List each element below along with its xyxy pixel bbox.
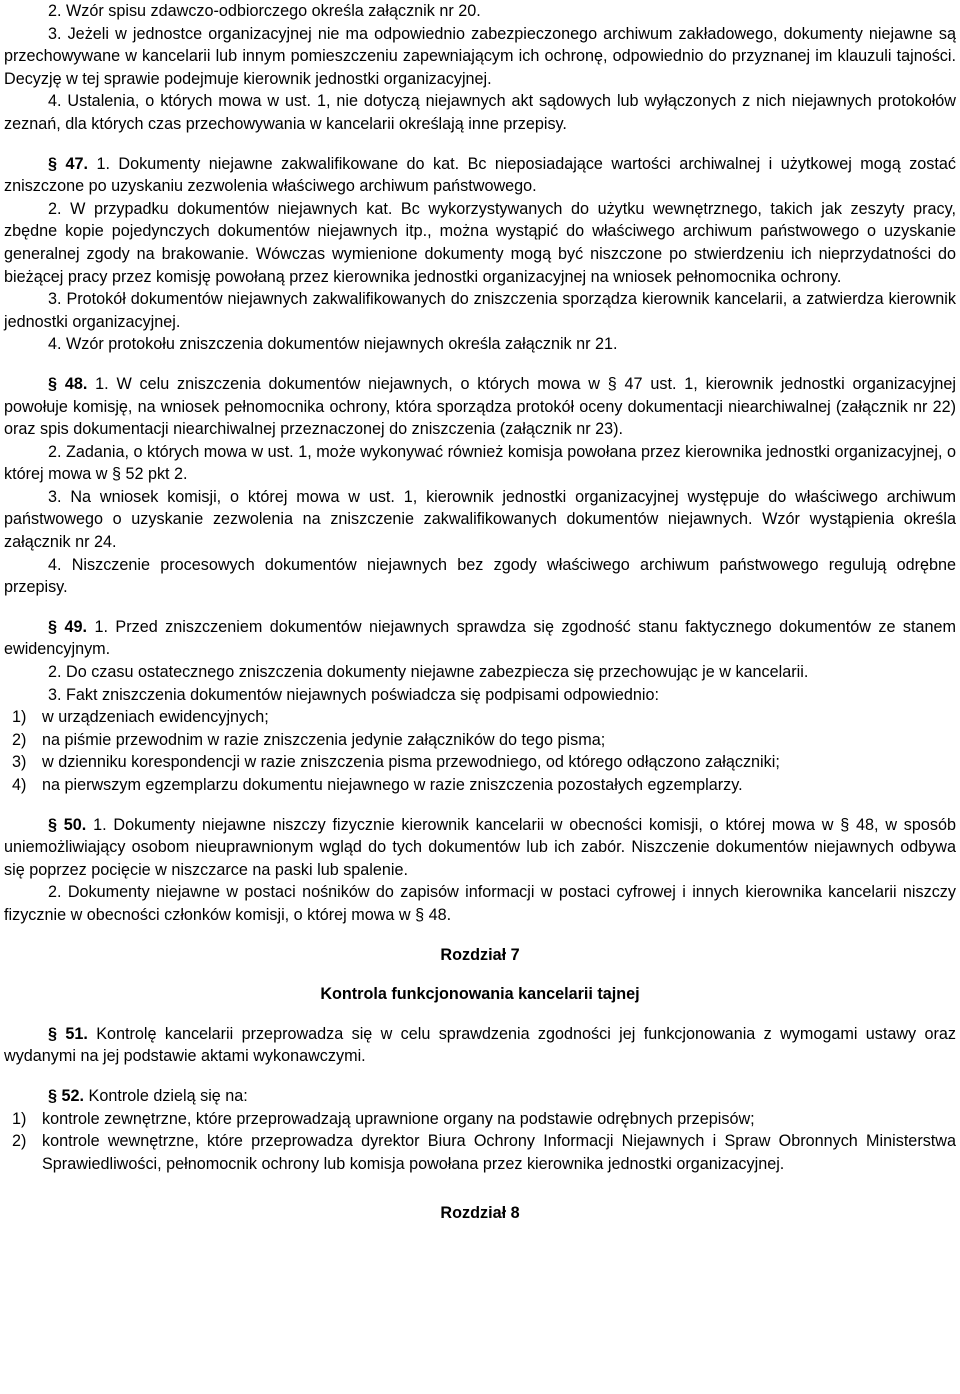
list-item-text: na piśmie przewodnim w razie zniszczenia jedynie załączników do tego pisma; (42, 730, 606, 749)
numbered-list (4, 706, 956, 796)
list-item-number: 2) (12, 1132, 27, 1151)
list-item (4, 706, 956, 729)
section-sign: § (48, 374, 58, 393)
section-text: 1. Przed zniszczeniem dokumentów niejawnych sprawdza się zgodność stanu faktycznego dokumentów ze stanem ewidencyjnym. (4, 617, 957, 659)
paragraph: 2. Zadania, o których mowa w ust. 1, może wykonywać również komisja powołana przez kierownika jednostki organizacyjnej, o której mowa w § 52 pkt 2. (4, 442, 956, 484)
section-number: 50. (63, 815, 87, 834)
paragraph: 3. Fakt zniszczenia dokumentów niejawnych poświadcza się podpisami odpowiednio: (48, 685, 659, 704)
section-52 (4, 1085, 956, 1108)
section-51 (4, 1023, 956, 1068)
paragraph: 2. W przypadku dokumentów niejawnych kat. Bc wykorzystywanych do użytku wewnętrznego, takich jak zeszyty pracy, zbędne kopie pojedynczych dokumentów niejawnych itp., można wystąpić do właściwego archiwum państwowego o uzyskanie generalnej zgody na brakowanie. Wówczas wymienione dokumenty mogą być niszczone po stwierdzeniu ich nieprzydatności do bieżącej pracy przez komisję powołaną przez kierownika jednostki organizacyjnej na wniosek pełnomocnika ochrony. (4, 199, 956, 286)
section-number: 49. (64, 617, 87, 636)
list-item (4, 1108, 956, 1131)
paragraph: 3. Jeżeli w jednostce organizacyjnej nie ma odpowiednio zabezpieczonego archiwum zakładowego, dokumenty niejawne są przechowywane w kancelarii lub innym pomieszczeniu zapewniającym ich ochronę, odpowiednio do przyznanej im klauzuli tajności. Decyzję w tej sprawie podejmuje kierownik jednostki organizacyjnej. (4, 24, 956, 88)
list-item (4, 751, 956, 774)
section-50-para-1 (4, 814, 956, 882)
section-47-para-1 (4, 153, 956, 198)
list-item (4, 774, 956, 797)
list-item-number: 2) (12, 730, 27, 749)
list-item-number: 1) (12, 1109, 27, 1128)
list-item-number: 1) (12, 708, 27, 727)
paragraph: 4. Niszczenie procesowych dokumentów niejawnych bez zgody właściwego archiwum państwowego regulują odrębne przepisy. (4, 555, 956, 597)
chapter-7-title: Rozdział 7 (440, 945, 520, 964)
section-sign: § (48, 1086, 58, 1105)
section-number: 51. (65, 1024, 88, 1043)
list-item-text: na pierwszym egzemplarzu dokumentu niejawnego w razie zniszczenia pozostałych egzemplarzy. (42, 776, 743, 794)
section-48-para-1 (4, 373, 956, 441)
paragraph: 4. Ustalenia, o których mowa w ust. 1, nie dotyczą niejawnych akt sądowych lub wyłączonych z nich niejawnych protokołów zeznań, dla których czas przechowywania w kancelarii określają inne przepisy. (4, 92, 956, 133)
section-number: 52. (61, 1086, 85, 1105)
section-sign: § (48, 617, 58, 636)
section-number: 47. (65, 154, 88, 173)
section-text: 1. W celu zniszczenia dokumentów niejawnych, o których mowa w § 47 ust. 1, kierownik jednostki organizacyjnej powołuje komisję, na wniosek pełnomocnika ochrony, która sporządza protokół oceny dokumentacji niearchiwalnej (załącznik nr 22) oraz spis dokumentacji niearchiwalnej przeznaczonej do zniszczenia (załącznik nr 23). (4, 374, 957, 439)
chapter-8-title: Rozdział 8 (440, 1204, 520, 1223)
section-text: 1. Dokumenty niejawne niszczy fizycznie kierownik kancelarii w obecności komisji, o której mowa w § 48, w sposób uniemożliwiający osobom nieuprawnionym wgląd do tych dokumentów lub ich zabór. Niszczenie dokumentów niejawnych odbywa się poprzez pocięcie w niszczarce na paski lub spalenie. (4, 815, 956, 879)
section-sign: § (48, 1024, 58, 1043)
paragraph: 2. Do czasu ostatecznego zniszczenia dokumenty niejawne zabezpiecza się przechowując je w kancelarii. (48, 663, 809, 682)
paragraph: 3. Na wniosek komisji, o której mowa w ust. 1, kierownik jednostki organizacyjnej występuje do właściwego archiwum państwowego o uzyskanie zezwolenia na zniszczenie zakwalifikowanych dokumentów niejawnych. Wzór wystąpienia określa załącznik nr 24. (4, 487, 956, 552)
list-item-text: w urządzeniach ewidencyjnych; (42, 708, 269, 727)
paragraph: 4. Wzór protokołu zniszczenia dokumentów niejawnych określa załącznik nr 21. (48, 335, 618, 354)
list-item (4, 1130, 956, 1175)
list-item (4, 729, 956, 752)
list-item-text: kontrole zewnętrzne, które przeprowadzają uprawnione organy na podstawie odrębnych przepisów; (42, 1109, 755, 1128)
section-text: 1. Dokumenty niejawne zakwalifikowane do kat. Bc nieposiadające wartości archiwalnej i użytkowej mogą zostać zniszczone po uzyskaniu zezwolenia właściwego archiwum państwowego. (4, 154, 956, 196)
list-item-text: w dzienniku korespondencji w razie zniszczenia pisma przewodniego, od którego odłączono załączniki; (42, 753, 780, 772)
numbered-list (4, 1108, 956, 1176)
paragraph: 2. Wzór spisu zdawczo-odbiorczego określa załącznik nr 20. (48, 2, 481, 20)
list-item-number: 4) (12, 776, 27, 794)
section-sign: § (48, 154, 58, 173)
section-sign: § (48, 815, 58, 834)
chapter-7-subtitle: Kontrola funkcjonowania kancelarii tajnej (320, 985, 640, 1004)
paragraph: 3. Protokół dokumentów niejawnych zakwalifikowanych do zniszczenia sporządza kierownik kancelarii, a zatwierdza kierownik jednostki organizacyjnej. (4, 290, 956, 331)
paragraph: 2. Dokumenty niejawne w postaci nośników do zapisów informacji w postaci cyfrowej i innych kierownika kancelarii niszczy fizycznie w obecności członków komisji, o której mowa w § 48. (4, 883, 956, 924)
list-item-text: kontrole wewnętrzne, które przeprowadza dyrektor Biura Ochrony Informacji Niejawnych i Spraw Obronnych Ministerstwa Sprawiedliwości, pełnomocnik ochrony lub komisja powołana przez kierownika jednostki organizacyjnej. (42, 1132, 956, 1173)
list-item-number: 3) (12, 753, 27, 772)
section-text: Kontrole dzielą się na: (88, 1086, 248, 1105)
section-text: Kontrolę kancelarii przeprowadza się w celu sprawdzenia zgodności jej funkcjonowania z wymogami ustawy oraz wydanymi na jej podstawie aktami wykonawczymi. (4, 1024, 956, 1066)
section-49-para-1 (4, 616, 956, 661)
section-number: 48. (64, 374, 88, 393)
